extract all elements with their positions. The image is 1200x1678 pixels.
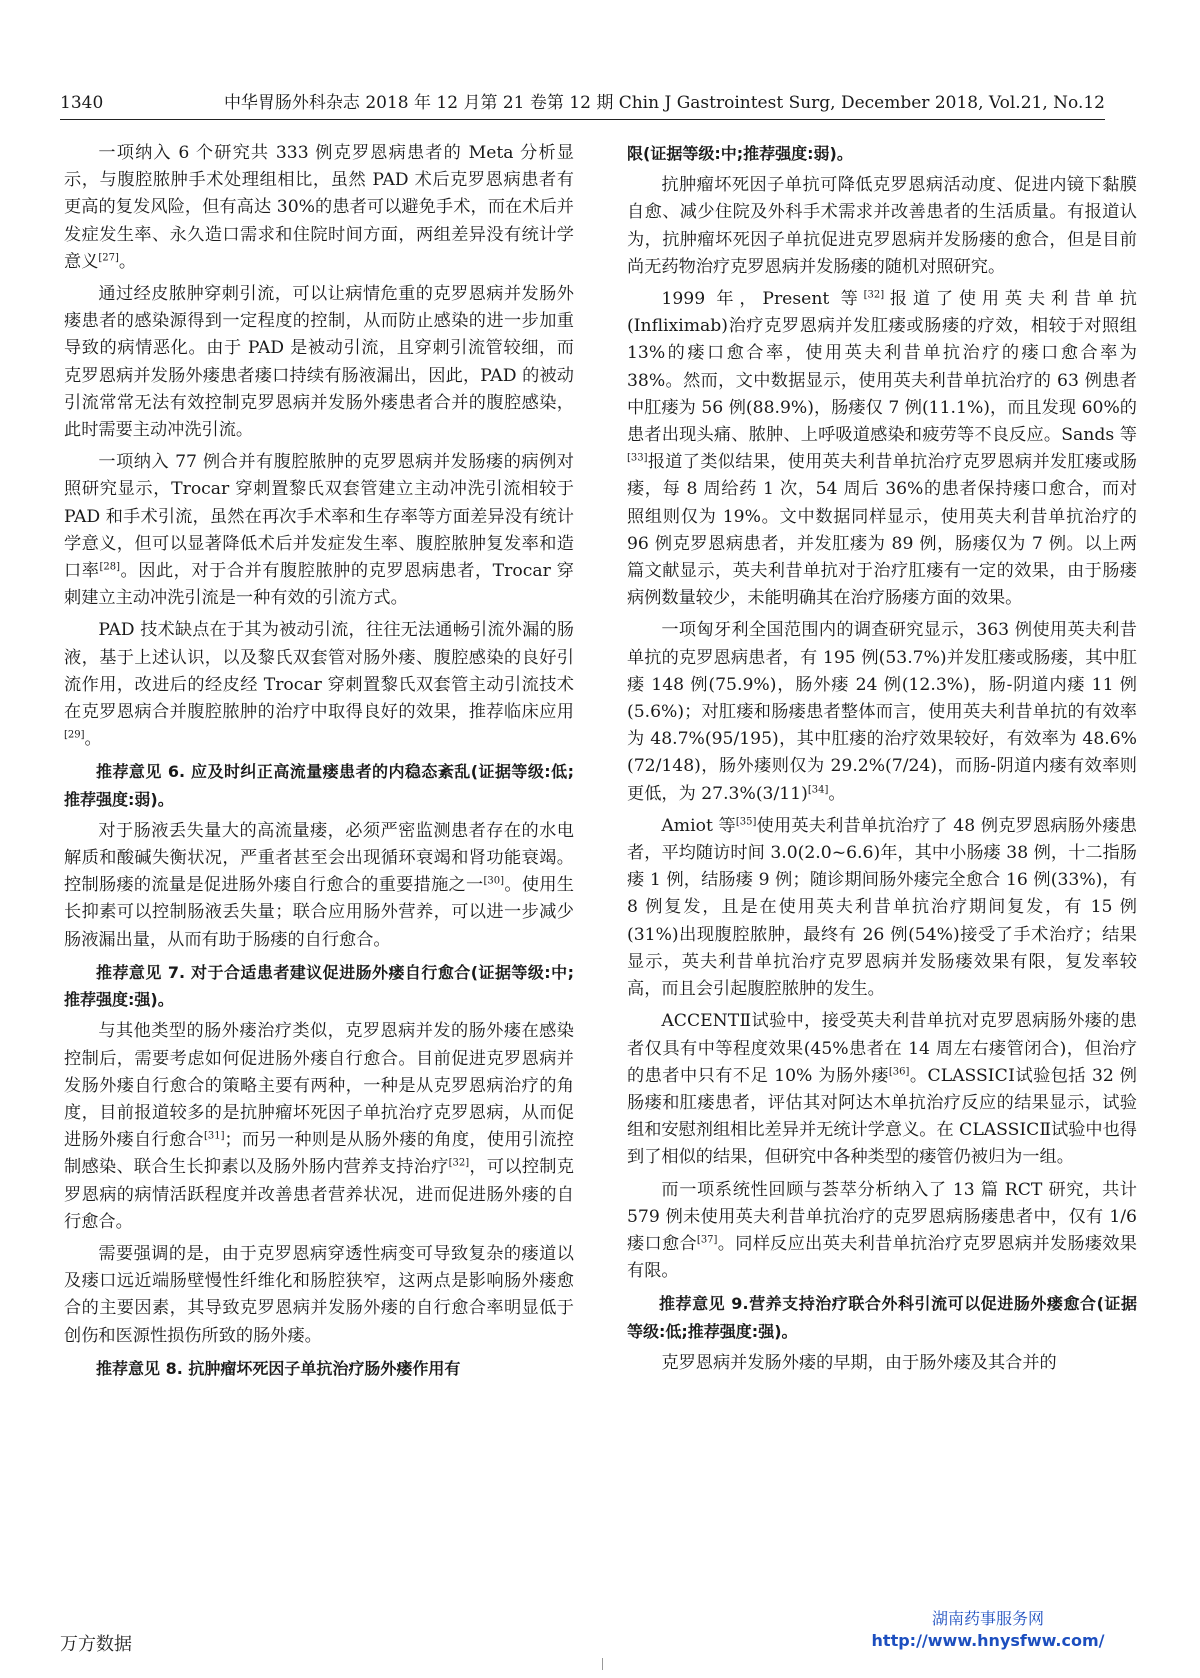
text-run: 一项纳入 77 例合并有腹腔脓肿的克罗恩病并发肠瘘的病例对照研究显示，Trocar 穿刺置黎氏双套管建立主动冲洗引流相较于 PAD 和手术引流，虽然在再次手术率和生存率等方面差异没有统计学意义，但可以显著降低术后并发症发生率、腹腔脓肿复发率和造口率	[64, 452, 574, 582]
text-run: 与其他类型的肠外瘘治疗类似，克罗恩病并发的肠外瘘在感染控制后，需要考虑如何促进肠外瘘自行愈合。目前促进克罗恩病并发肠外瘘自行愈合的策略主要有两种，一种是从克罗恩病治疗的角度，目前报道较多的是抗肿瘤坏死因子单抗治疗克罗恩病，从而促进肠外瘘自行愈合	[64, 1021, 574, 1151]
body-paragraph	[64, 140, 574, 276]
recommendation-heading	[64, 758, 574, 812]
citation-ref: [35]	[735, 816, 757, 828]
text-run: 1999 年，Present 等	[661, 289, 864, 310]
body-paragraph	[627, 1350, 1137, 1377]
recommendation-heading	[64, 1355, 574, 1382]
right-column	[627, 140, 1137, 1382]
citation-ref: [30]	[483, 875, 505, 887]
text-run: 推荐意见 7. 对于合适患者建议促进肠外瘘自行愈合(证据等级:中;推荐强度:强)。	[64, 962, 574, 1010]
text-run: 使用英夫利昔单抗治疗了 48 例克罗恩病肠外瘘患者，平均随访时间 3.0(2.0~6.6)年，其中小肠瘘 38 例，十二指肠瘘 1 例，结肠瘘 9 例；随诊期间肠外瘘完全愈合 16 例(33%)，有 8 例复发，且是在使用英夫利昔单抗治疗期间复发，有 15 例(31%)出现腹腔脓肿，最终有 26 例(54%)接受了手术治疗；结果显示，英夫利昔单抗治疗克罗恩病并发肠瘘效果有限，复发率较高，而且会引起腹腔脓肿的发生。	[627, 815, 1137, 1000]
body-paragraph	[627, 1008, 1137, 1171]
recommendation-heading	[627, 140, 1137, 167]
text-run: 。因此，对于合并有腹腔脓肿的克罗恩病患者，Trocar 穿刺建立主动冲洗引流是一种有效的引流方式。	[64, 561, 574, 609]
body-paragraph	[64, 818, 574, 954]
body-paragraph	[64, 449, 574, 612]
body-paragraph	[64, 1018, 574, 1236]
watermark[interactable]	[858, 1608, 1118, 1652]
body-paragraph	[627, 286, 1137, 612]
text-run: 推荐意见 9.营养支持治疗联合外科引流可以促进肠外瘘愈合(证据等级:低;推荐强度:强)。	[627, 1294, 1137, 1341]
text-run: 。同样反应出英夫利昔单抗治疗克罗恩病并发肠瘘效果有限。	[627, 1233, 1137, 1282]
text-run: 限(证据等级:中;推荐强度:弱)。	[627, 144, 853, 163]
text-run: 而一项系统性回顾与荟萃分析纳入了 13 篇 RCT 研究，共计 579 例未使用英夫利昔单抗治疗的克罗恩病肠瘘患者中，仅有 1/6 瘘口愈合	[627, 1179, 1137, 1254]
text-run: 。CLASSICⅠ试验包括 32 例肠瘘和肛瘘患者，评估其对阿达木单抗治疗反应的结果显示，试验组和安慰剂组相比差异并无统计学意义。在 CLASSICⅡ试验中也得到了相似的结果，但研究中各种类型的瘘管仍被归为一组。	[627, 1065, 1137, 1168]
text-run: 一项匈牙利全国范围内的调查研究显示，363 例使用英夫利昔单抗的克罗恩病患者，有 195 例(53.7%)并发肛瘘或肠瘘，其中肛瘘 148 例(75.9%)，肠外瘘 24 例(12.3%)，肠-阴道内瘘 11 例(5.6%)；对肛瘘和肠瘘患者整体而言，使用英夫利昔单抗的有效率为 48.7%(95/195)，其中肛瘘的治疗效果较好，有效率为 48.6%(72/148)，肠外瘘则仅为 29.2%(7/24)，而肠-阴道内瘘有效率则更低，为 27.3%(3/11)	[627, 620, 1137, 804]
header-rule	[60, 119, 1105, 120]
text-run: 通过经皮脓肿穿刺引流，可以让病情危重的克罗恩病并发肠外瘘患者的感染源得到一定程度的控制，从而防止感染的进一步加重导致的病情恶化。由于 PAD 是被动引流，且穿刺引流管较细，而克罗恩病并发肠外瘘患者瘘口持续有肠液漏出，因此，PAD 的被动引流常常无法有效控制克罗恩病并发肠外瘘患者合并的腹腔感染，此时需要主动冲洗引流。	[64, 284, 574, 441]
text-run: 报道了类似结果，使用英夫利昔单抗治疗克罗恩病并发肛瘘或肠瘘，每 8 周给药 1 次，54 周后 36%的患者保持瘘口愈合，而对照组则仅为 19%。文中数据同样显示，使用英夫利昔单抗治疗的 96 例克罗恩病患者，并发肛瘘为 89 例，肠瘘仅为 7 例。以上两篇文献显示，英夫利昔单抗对于治疗肛瘘有一定的效果，由于肠瘘病例数量较少，未能明确其在治疗肠瘘方面的效果。	[627, 452, 1137, 609]
page-header	[60, 90, 1105, 120]
citation-ref: [37]	[696, 1234, 718, 1246]
text-run: PAD 技术缺点在于其为被动引流，往往无法通畅引流外漏的肠液，基于上述认识，以及黎氏双套管对肠外瘘、腹腔感染的良好引流作用，改进后的经皮经 Trocar 穿刺置黎氏双套管主动引流技术在克罗恩病合并腹腔脓肿的治疗中取得良好的效果，推荐临床应用	[64, 620, 574, 723]
citation-ref: [29]	[64, 729, 85, 741]
recommendation-heading	[64, 959, 574, 1013]
text-run: 推荐意见 6. 应及时纠正高流量瘘患者的内稳态紊乱(证据等级:低;推荐强度:弱)。	[64, 762, 574, 809]
text-run: 。	[84, 729, 102, 750]
citation-ref: [31]	[203, 1130, 225, 1142]
text-run: ，可以控制克罗恩病的病情活跃程度并改善患者营养状况，进而促进肠外瘘的自行愈合。	[64, 1157, 574, 1232]
body-paragraph	[64, 1241, 574, 1350]
body-paragraph	[627, 617, 1137, 807]
text-run: ACCENTⅡ试验中，接受英夫利昔单抗对克罗恩病肠外瘘的患者仅具有中等程度效果(45%患者在 14 周左右瘘管闭合)，但治疗的患者中只有不足 10% 为肠外瘘	[627, 1011, 1137, 1086]
text-run: 。使用生长抑素可以控制肠液丢失量；联合应用肠外营养，可以进一步减少肠液漏出量，从而有助于肠瘘的自行愈合。	[64, 875, 574, 950]
text-run: 一项纳入 6 个研究共 333 例克罗恩病患者的 Meta 分析显示，与腹腔脓肿手术处理组相比，虽然 PAD 术后克罗恩病患者有更高的复发风险，但有高达 30%的患者可以避免手术，而在术后并发症发生率、永久造口需求和住院时间方面，两组差异没有统计学意义	[64, 143, 574, 272]
text-run: 推荐意见 8. 抗肿瘤坏死因子单抗治疗肠外瘘作用有	[96, 1358, 461, 1378]
page-number: 1340	[60, 93, 104, 113]
text-run: 。	[118, 251, 137, 272]
text-run: 报道了使用英夫利昔单抗(Infliximab)治疗克罗恩病并发肛瘘或肠瘘的疗效，相较于对照组 13%的瘘口愈合率，使用英夫利昔单抗治疗的瘘口愈合率为 38%。然而，文中数据显示，使用英夫利昔单抗治疗的 63 例患者中肛瘘为 56 例(88.9%)，肠瘘仅 7 例(11.1%)，而且发现 60%的患者出现头痛、脓肿、上呼吸道感染和疲劳等不良反应。Sands 等	[627, 289, 1137, 446]
page-mark	[602, 1658, 603, 1670]
source-label: 万方数据	[60, 1634, 132, 1655]
text-run: 需要强调的是，由于克罗恩病穿透性病变可导致复杂的瘘道以及瘘口远近端肠壁慢性纤维化和肠腔狭窄，这两点是影响肠外瘘愈合的主要因素，其导致克罗恩病并发肠外瘘的自行愈合率明显低于创伤和医源性损伤所致的肠外瘘。	[64, 1243, 574, 1346]
watermark-name: 湖南药事服务网	[931, 1609, 1044, 1628]
body-paragraph	[64, 281, 574, 444]
watermark-url[interactable]: http://www.hnysfww.com/	[871, 1631, 1105, 1650]
body-paragraph	[627, 813, 1137, 1003]
body-paragraph	[64, 617, 574, 753]
body-paragraph	[627, 1177, 1137, 1286]
text-run: 克罗恩病并发肠外瘘的早期，由于肠外瘘及其合并的	[661, 1352, 1057, 1373]
citation-ref: [34]	[807, 783, 829, 795]
citation-ref: [32]	[448, 1157, 470, 1169]
text-run: 抗肿瘤坏死因子单抗可降低克罗恩病活动度、促进内镜下黏膜自愈、减少住院及外科手术需求并改善患者的生活质量。有报道认为，抗肿瘤坏死因子单抗促进克罗恩病并发肠瘘的愈合，但是目前尚无药物治疗克罗恩病并发肠瘘的随机对照研究。	[627, 175, 1137, 277]
citation-ref: [32]	[863, 289, 885, 301]
text-run: ；而另一种则是从肠外瘘的角度，使用引流控制感染、联合生长抑素以及肠外肠内营养支持治疗	[64, 1130, 574, 1178]
citation-ref: [28]	[99, 561, 120, 573]
citation-ref: [33]	[627, 452, 648, 464]
left-column	[64, 140, 574, 1387]
running-title: 中华胃肠外科杂志 2018 年 12 月第 21 卷第 12 期 Chin J Gastrointest Surg, December 2018, Vol.21, No.12	[223, 93, 1105, 113]
recommendation-heading	[627, 1290, 1137, 1344]
citation-ref: [27]	[98, 252, 119, 264]
text-run: 。	[828, 783, 846, 804]
text-run: Amiot 等	[661, 815, 736, 836]
citation-ref: [36]	[888, 1065, 910, 1077]
text-run: 对于肠液丢失量大的高流量瘘，必须严密监测患者存在的水电解质和酸碱失衡状况，严重者甚至会出现循环衰竭和肾功能衰竭。控制肠瘘的流量是促进肠外瘘自行愈合的重要措施之一	[64, 820, 574, 896]
body-paragraph	[627, 172, 1137, 281]
